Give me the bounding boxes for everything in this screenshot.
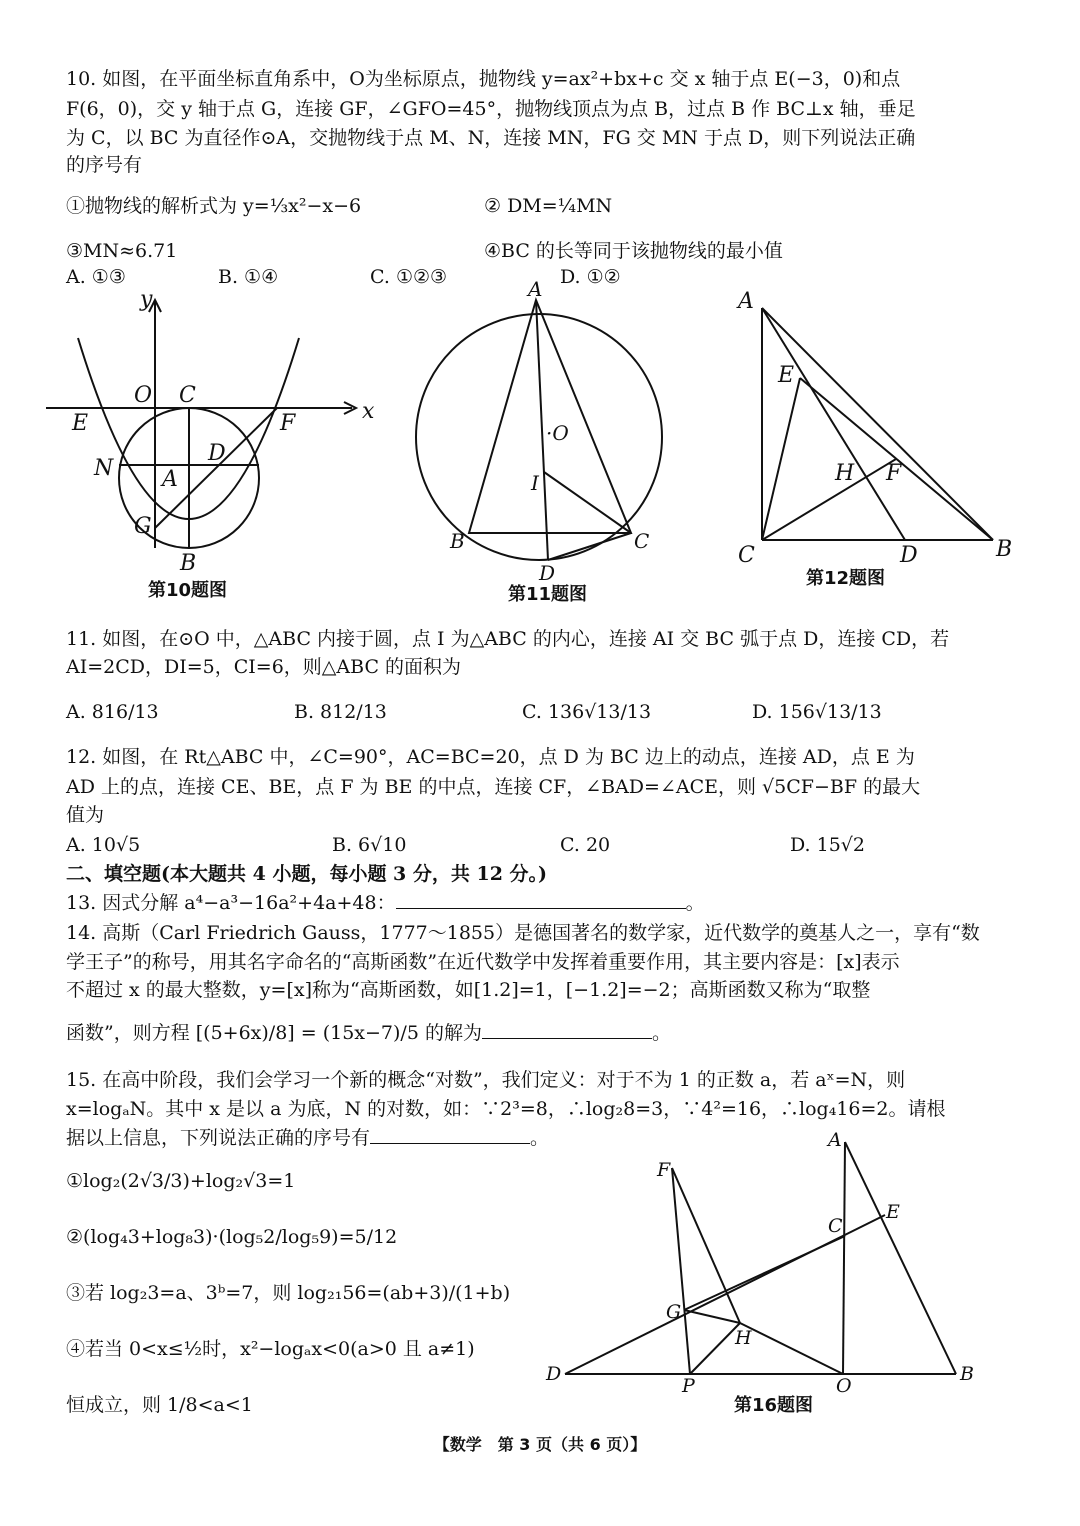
q10-statement-4: ④BC 的长等同于该抛物线的最小值 [484,240,783,262]
q13-text: 13. 因式分解 a⁴−a³−16a²+4a+48： [66,892,396,914]
fig10-label-b: B [180,551,197,576]
q10-option-a[interactable]: A. ①③ [66,266,126,288]
q10-statement-3: ③MN≈6.71 [66,240,178,262]
fig16-segment-ho [740,1323,843,1374]
q12-option-d[interactable]: D. 15√2 [790,834,866,856]
fig11-label-o: ·O [546,421,569,445]
fig12-label-b: B [996,537,1013,562]
fig12-label-d: D [900,543,918,568]
fig16-label-d: D [546,1363,562,1385]
q11-option-a[interactable]: A. 816/13 [66,701,159,723]
q10-option-d[interactable]: D. ①② [560,266,621,288]
q15-line2: x=logₐN。其中 x 是以 a 为底，N 的对数，如：∵2³=8，∴log₂8=3，∵4²=16，∴log₄16=2。请根 [66,1098,946,1120]
q10-statement-1: ①抛物线的解析式为 y=⅓x²−x−6 [66,195,362,217]
fig12-label-a: A [738,289,754,314]
q10-line3: 为 C，以 BC 为直径作⊙A，交抛物线于点 M、N，连接 MN，FG 交 MN 于点 D，则下列说法正确 [66,127,916,149]
q12-line3: 值为 [66,804,105,826]
q15-text: 据以上信息，下列说法正确的序号有 [66,1127,371,1149]
fig16-segment-ao [843,1142,845,1374]
fig11-label-b: B [450,529,465,553]
fig10-label-y: y [140,287,153,312]
fig16-label-f: F [657,1159,671,1181]
q15-statement-4-cont: 恒成立，则 1/8<a<1 [66,1394,253,1416]
fig16-label-p: P [682,1375,695,1397]
q14-line2: 学王子”的称号，用其名字命名的“高斯函数”在近代数学中发挥着重要作用，其主要内容是：[x]表示 [66,951,900,973]
fig16-label-b: B [960,1363,974,1385]
fig11-label-d: D [539,561,556,585]
fig11-label-c: C [634,529,650,553]
fig10-label-e: E [72,411,89,436]
fig12-label-c: C [738,543,755,568]
fig10-label-o: O [134,383,153,408]
q11-line2: AI=2CD，DI=5，CI=6，则△ABC 的面积为 [66,656,462,678]
q15-statement-1: ①log₂(2√3/3)+log₂√3=1 [66,1170,296,1192]
q14-text: 函数”，则方程 [(5+6x)/8] = (15x−7)/5 的解为 [66,1022,482,1044]
q14-line3: 不超过 x 的最大整数，y=[x]称为“高斯函数，如[1.2]=1，[−1.2]=−2；高斯函数又称为“取整 [66,979,871,1001]
fig16-segment-fp [672,1168,690,1374]
fig16-segment-ab [845,1142,956,1374]
fig10-label-c: C [179,383,196,408]
fig16-label-c: C [828,1215,843,1237]
q10-line1: 10. 如图，在平面坐标直角系中，O为坐标原点，抛物线 y=ax²+bx+c 交 x 轴于点 E(−3，0)和点 [66,68,901,90]
fig12-label-e: E [778,363,795,388]
q10-line2: F(6，0)，交 y 轴于点 G，连接 GF，∠GFO=45°，抛物线顶点为点 B，过点 B 作 BC⊥x 轴，垂足 [66,98,916,120]
fig10-label-a: A [162,467,178,492]
fig11-label-a: A [528,277,543,301]
q11-option-d[interactable]: D. 156√13/13 [752,701,882,723]
q10-statement-2: ② DM=¼MN [484,195,613,217]
fig11-caption: 第11题图 [508,584,588,605]
q14-end: 。 [651,1022,671,1044]
q12-option-c[interactable]: C. 20 [560,834,611,856]
q15-statement-3: ③若 log₂3=a、3ᵇ=7，则 log₂₁56=(ab+3)/(1+b) [66,1282,511,1304]
q12-line2: AD 上的点，连接 CE、BE，点 F 为 BE 的中点，连接 CF，∠BAD=∠ACE，则 √5CF−BF 的最大 [66,776,921,798]
section-2-heading: 二、填空题(本大题共 4 小题，每小题 3 分，共 12 分。) [66,863,548,885]
q12-option-a[interactable]: A. 10√5 [66,834,141,856]
q15-end: 。 [530,1127,550,1149]
q10-option-c[interactable]: C. ①②③ [370,266,448,288]
q10-line4: 的序号有 [66,154,143,176]
fig10-label-x: x [362,399,375,424]
fig10-label-f: F [280,411,296,436]
q11-option-b[interactable]: B. 812/13 [294,701,387,723]
q12-option-b[interactable]: B. 6√10 [332,834,407,856]
q10-option-b[interactable]: B. ①④ [218,266,279,288]
q15-statement-4: ④若当 0<x≤½时，x²−logₐx<0(a>0 且 a≠1) [66,1338,475,1360]
fig16-segment-gh [684,1310,740,1323]
fig10-label-n: N [94,456,114,481]
fig10-label-g: G [134,514,152,539]
fig10-label-d: D [208,441,226,466]
fig12-label-h: H [835,461,855,486]
fig16-caption: 第16题图 [734,1395,814,1416]
q14-line1: 14. 高斯（Carl Friedrich Gauss，1777～1855）是德国著名的数学家，近代数学的奠基人之一，享有“数 [66,922,980,944]
fig11-label-i: I [531,471,539,495]
q11-line1: 11. 如图，在⊙O 中，△ABC 内接于圆，点 I 为△ABC 的内心，连接 AI 交 BC 弧于点 D，连接 CD，若 [66,628,950,650]
q15-statement-2: ②(log₄3+log₈3)·(log₅2/log₅9)=5/12 [66,1226,398,1248]
fig16-label-o: O [836,1375,852,1397]
fig12-caption: 第12题图 [806,568,886,589]
fig10-caption: 第10题图 [148,580,228,601]
fig16-label-h: H [735,1327,752,1349]
q11-option-c[interactable]: C. 136√13/13 [522,701,652,723]
q12-line1: 12. 如图，在 Rt△ABC 中，∠C=90°，AC=BC=20，点 D 为 BC 边上的动点，连接 AD，点 E 为 [66,746,915,768]
q15-line1: 15. 在高中阶段，我们会学习一个新的概念“对数”，我们定义：对于不为 1 的正数 a，若 aˣ=N，则 [66,1069,906,1091]
fig12-label-f: F [886,461,902,486]
q13-end: 。 [685,892,705,914]
fig16-segment-gc [684,1236,845,1310]
fig16-label-a: A [828,1129,842,1151]
fig16-segment-ph [690,1323,740,1374]
page-footer: 【数学 第 3 页（共 6 页）】 [433,1435,647,1454]
fig16-label-g: G [666,1301,682,1323]
fig16-label-e: E [886,1201,900,1223]
